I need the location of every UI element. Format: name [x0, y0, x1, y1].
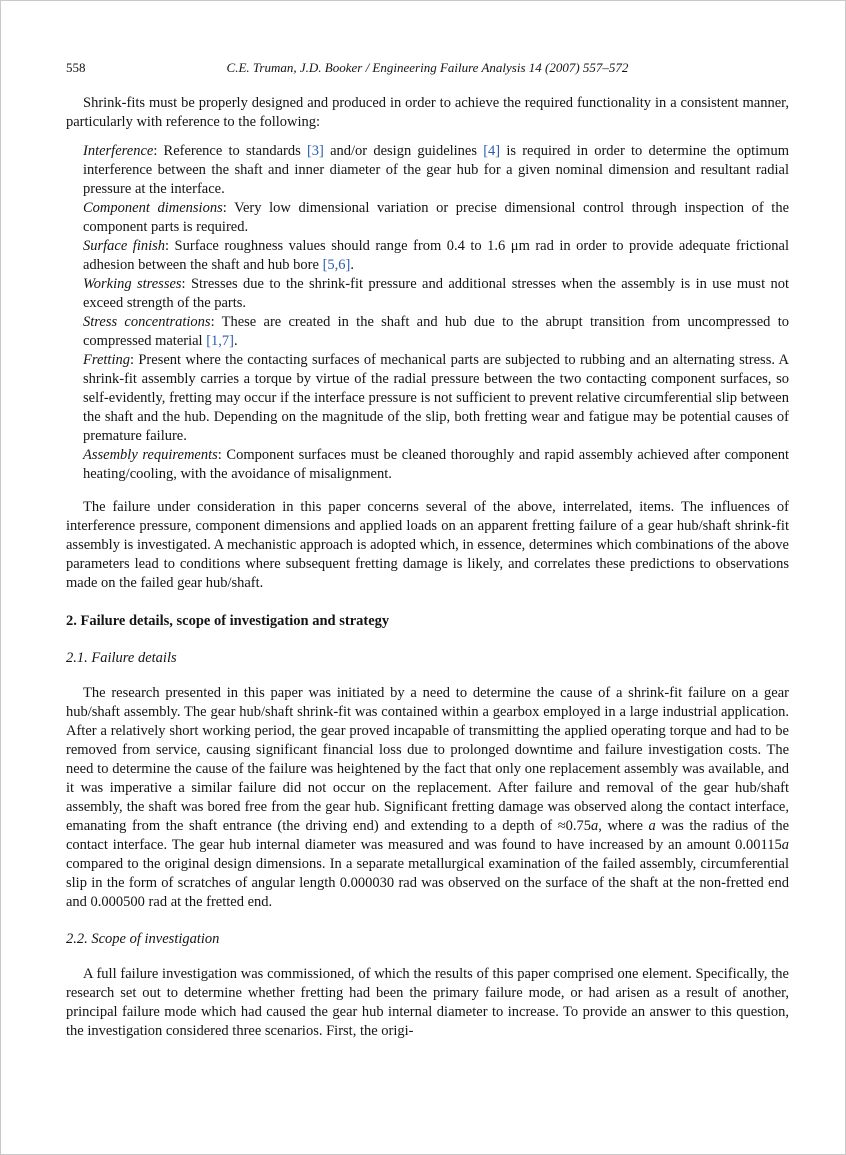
italic-text-run: Stress concentrations	[83, 314, 211, 330]
text-run: 2.1. Failure details	[66, 650, 177, 666]
italic-text-run: Assembly requirements	[83, 447, 218, 463]
text-run: 2. Failure details, scope of investigation and strategy	[66, 613, 390, 629]
page-header	[66, 59, 789, 76]
list-item-interference	[83, 142, 789, 199]
text-run: : Component surfaces must be cleaned thoroughly and rapid assembly achieved after component heating/cooling, with the avoidance of misalignment.	[83, 447, 790, 482]
text-run: : These are created in the shaft and hub due to the abrupt transition from uncompressed to compressed material	[83, 314, 789, 349]
text-run: The failure under consideration in this paper concerns several of the above, interrelated, items. The influences of interference pressure, component dimensions and applied loads on an apparent fretting failure of a gear hub/shaft shrink-fit assembly is investigated. A mechanistic approach is adopted which, in essence, determines which combinations of the above parameters lead to conditions where subsequent fretting damage is likely, and correlates these predictions to observations made on the failed gear hub/shaft.	[66, 499, 789, 591]
italic-text-run: a	[591, 818, 599, 834]
text-run: : Present where the contacting surfaces of mechanical parts are subjected to rubbing and an alternating stress. A shrink-fit assembly carries a torque by virtue of the radial pressure between the two contacting component surfaces, so self-evidently, fretting may occur if the interface pressure is not sufficient to prevent relative circumferential slip between the shaft and the hub. Depending on the magnitude of the slip, both fretting wear and fatigue may be potential causes of premature failure.	[83, 352, 789, 444]
list-item-surface-finish	[83, 237, 789, 275]
italic-text-run: a	[781, 837, 789, 853]
text-run: 2.2. Scope of investigation	[66, 931, 220, 947]
subsection-heading-2-1	[66, 649, 789, 668]
text-run: is required in order to determine the optimum interference between the shaft and inner diameter of the gear hub for a given nominal dimension and resultant radial pressure at the interface.	[83, 143, 789, 197]
list-item-assembly-requirements	[83, 446, 789, 484]
list-item-component-dimensions	[83, 199, 789, 237]
text-run: , where	[598, 818, 649, 834]
running-title: C.E. Truman, J.D. Booker / Engineering Failure Analysis 14 (2007) 557–572	[226, 60, 629, 75]
italic-text-run: Fretting	[83, 352, 130, 368]
italic-text-run: Working stresses	[83, 276, 182, 292]
citation-link[interactable]: [4]	[483, 143, 501, 159]
paragraph-failure-details	[66, 684, 789, 912]
list-item-fretting	[83, 351, 789, 446]
text-run: and/or design guidelines	[323, 143, 484, 159]
text-run: .	[234, 333, 238, 349]
list-item-working-stresses	[83, 275, 789, 313]
paragraph-failure-consideration	[66, 498, 789, 593]
list-item-stress-concentrations	[83, 313, 789, 351]
citation-link[interactable]: [1,7]	[206, 333, 234, 349]
text-run: was the radius of the contact interface. The gear hub internal diameter was measured and was found to have increased by an amount 0.00115	[66, 818, 790, 853]
text-run: The research presented in this paper was initiated by a need to determine the cause of a shrink-fit failure on a gear hub/shaft assembly. The gear hub/shaft shrink-fit was contained within a gearbox employed in a large industrial application. After a relatively short working period, the gear proved incapable of transmitting the applied operating torque and had to be removed from service, causing significant financial loss due to prolonged downtime and failure investigation costs. The need to determine the cause of the failure was heightened by the fact that only one replacement assembly was available, and it was imperative a similar failure did not occur on the replacement. After failure and removal of the gear hub/shaft assembly, the shaft was bored free from the gear hub. Significant fretting damage was observed along the contact interface, emanating from the shaft entrance (the driving end) and extending to a depth of ≈0.75	[66, 685, 789, 834]
text-run: : Reference to standards	[153, 143, 307, 159]
paragraph-scope-of-investigation	[66, 965, 789, 1041]
citation-link[interactable]: [5,6]	[322, 257, 351, 273]
text-run: : Very low dimensional variation or precise dimensional control through inspection of the component parts is required.	[83, 200, 790, 235]
text-run: : Surface roughness values should range from 0.4 to 1.6 μm rad in order to provide adequate frictional adhesion between the shaft and hub bore	[83, 238, 789, 273]
italic-text-run: a	[648, 818, 656, 834]
italic-text-run: Surface finish	[83, 238, 166, 254]
italic-text-run: Component dimensions	[83, 200, 223, 216]
section-heading-2	[66, 612, 789, 631]
text-run: Shrink-fits must be properly designed and produced in order to achieve the required functionality in a consistent manner, particularly with reference to the following:	[66, 95, 789, 130]
subsection-heading-2-2	[66, 930, 789, 949]
text-run: .	[350, 257, 354, 273]
text-run: A full failure investigation was commissioned, of which the results of this paper comprised one element. Specifically, the research set out to determine whether fretting had been the primary failure mode, or had arisen as a result of another, principal failure mode which had caused the gear hub internal diameter to increase. To provide an answer to this question, the investigation considered three scenarios. First, the origi-	[66, 966, 789, 1039]
intro-paragraph	[66, 94, 789, 132]
citation-link[interactable]: [3]	[306, 143, 324, 159]
paper-body	[66, 94, 789, 1041]
page-number: 558	[66, 60, 86, 75]
italic-text-run: Interference	[83, 143, 154, 159]
text-run: : Stresses due to the shrink-fit pressure and additional stresses when the assembly is in use must not exceed strength of the parts.	[83, 276, 789, 311]
text-run: compared to the original design dimensions. In a separate metallurgical examination of the failed assembly, circumferential slip in the form of scratches of angular length 0.000030 rad was observed on the surface of the shaft at the non-fretted end and 0.000500 rad at the fretted end.	[66, 856, 789, 910]
